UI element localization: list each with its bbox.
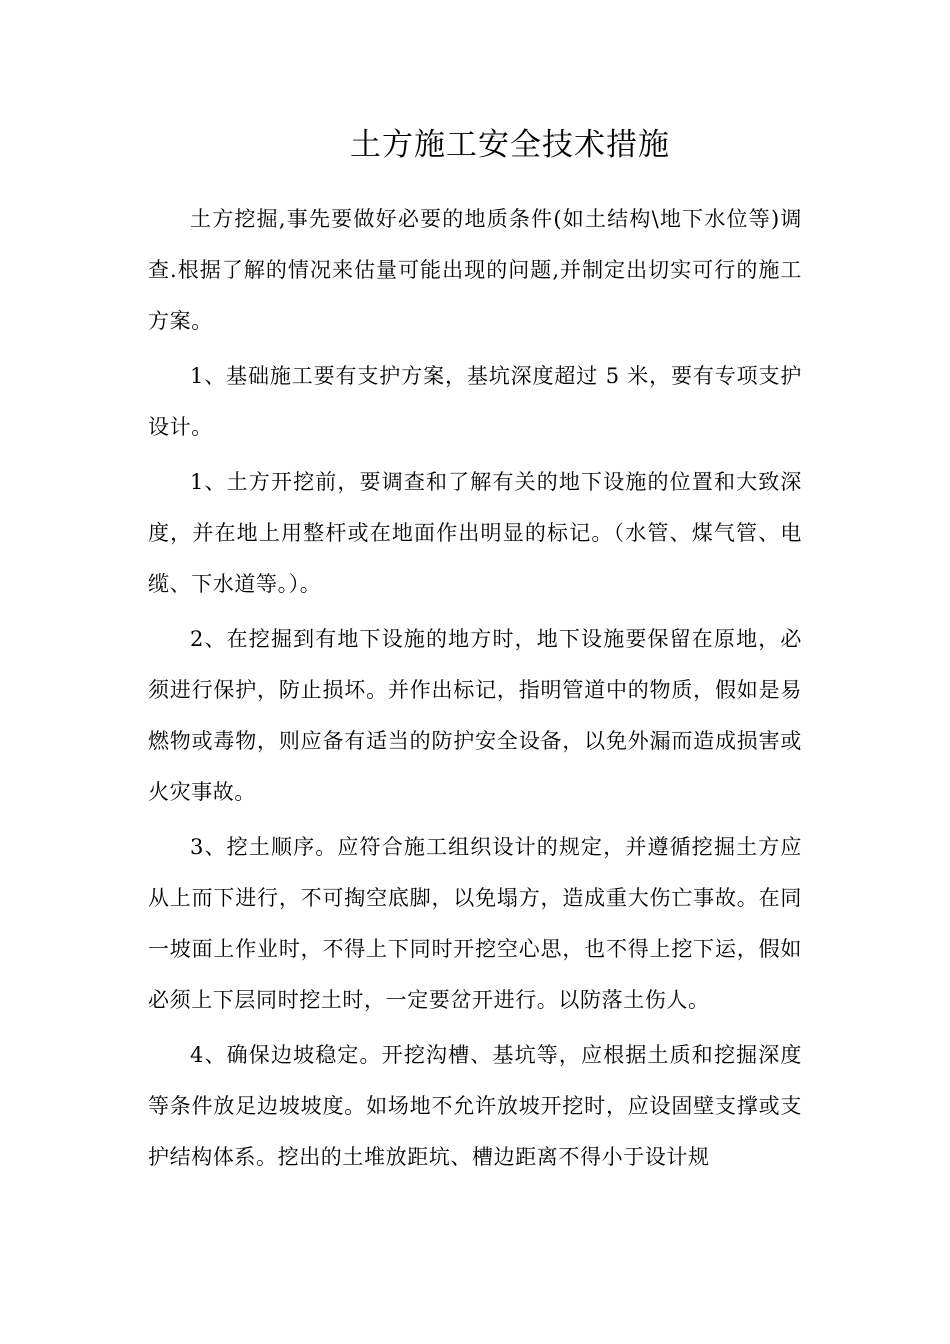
document-body	[148, 194, 802, 1187]
paragraph-intro: 土方挖掘,事先要做好必要的地质条件(如土结构\地下水位等)调查.根据了解的情况来估量可能出现的问题,并制定出切实可行的施工方案。	[148, 207, 802, 333]
paragraph-slope-stability: 4、确保边坡稳定。开挖沟槽、基坑等，应根据土质和挖掘深度等条件放足边坡坡度。如场地不允许放坡开挖时，应设固壁支撑或支护结构体系。挖出的土堆放距坑、槽边距离不得小于设计规	[148, 1043, 802, 1169]
paragraph-survey-underground: 1、土方开挖前，要调查和了解有关的地下设施的位置和大致深度，并在地上用整杆或在地面作出明显的标记。（水管、煤气管、电缆、下水道等。）。	[148, 470, 802, 596]
paragraph-excavation-order: 3、挖土顺序。应符合施工组织设计的规定，并遵循挖掘土方应从上而下进行，不可掏空底脚，以免塌方，造成重大伤亡事故。在同一坡面上作业时，不得上下同时开挖空心思，也不得上挖下运，假如必须上下层同时挖土时，一定要岔开进行。以防落土伤人。	[148, 835, 802, 1012]
paragraph-support-plan: 1、基础施工要有支护方案，基坑深度超过 5 米，要有专项支护设计。	[148, 364, 802, 439]
paragraph-protect-facilities: 2、在挖掘到有地下设施的地方时，地下设施要保留在原地，必须进行保护，防止损坏。并作出标记，指明管道中的物质，假如是易燃物或毒物，则应备有适当的防护安全设备，以免外漏而造成损害或火灾事故。	[148, 627, 802, 804]
document-title: 土方施工安全技术措施	[350, 127, 670, 163]
